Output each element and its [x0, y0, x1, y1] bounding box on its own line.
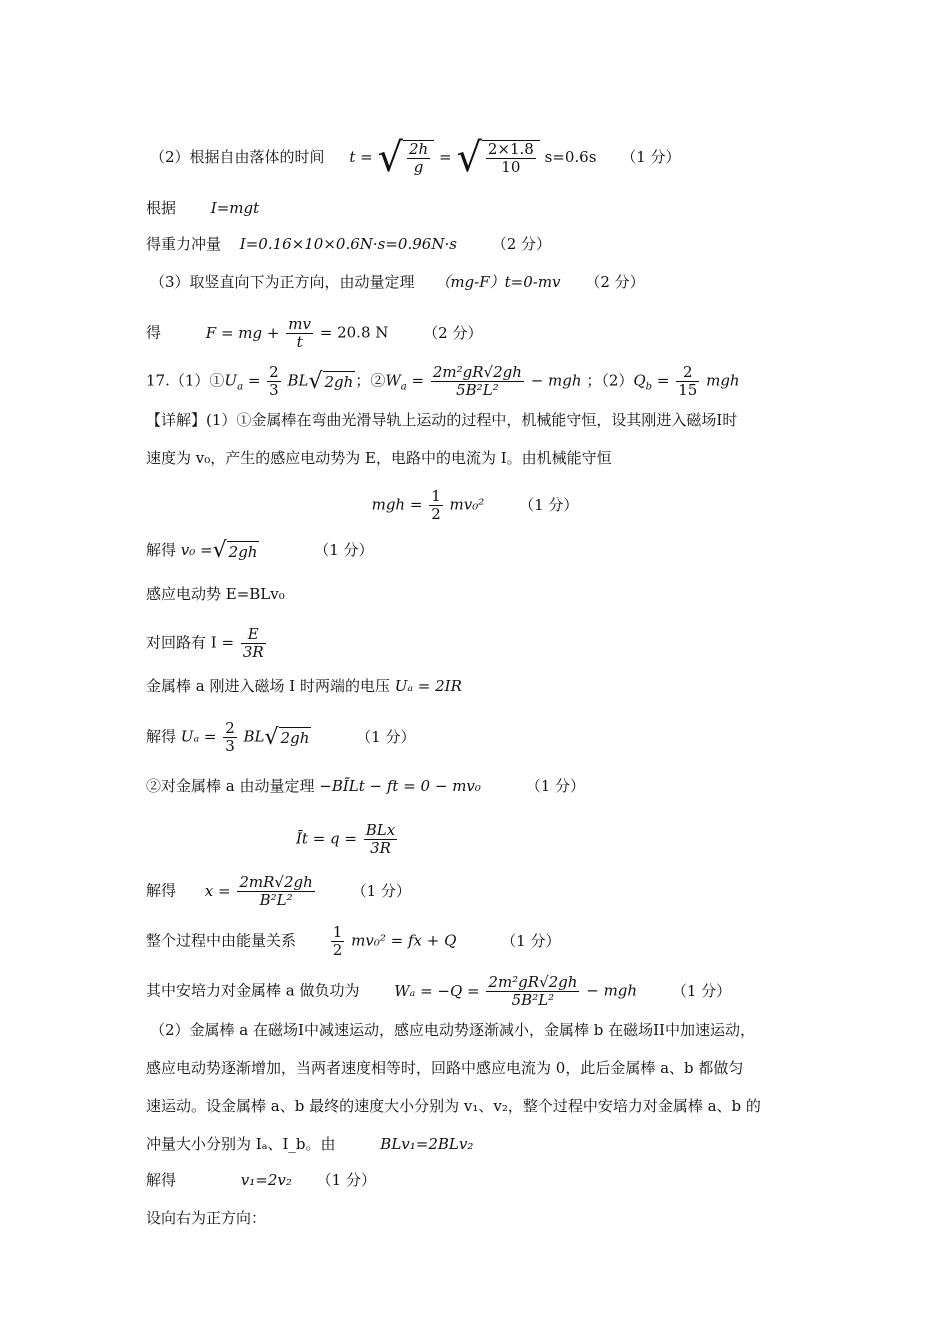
lhs: mgh = — [371, 495, 423, 514]
frac-num-2: 2×1.8 — [487, 140, 534, 158]
label: 得重力冲量 — [146, 235, 222, 253]
line-19 — [146, 974, 731, 1009]
frac-den: 3R — [242, 643, 264, 661]
lhs: Īt = q = — [296, 829, 357, 848]
score: （2 分） — [491, 235, 552, 253]
line-5 — [146, 316, 482, 351]
rest-2: mgh — [706, 371, 740, 390]
label: 整个过程中由能量关系 — [146, 931, 297, 950]
line-13 — [146, 676, 462, 696]
score: （1 分） — [671, 981, 732, 1000]
frac-num-2: 2m²gR√2gh — [432, 363, 522, 381]
formula: I=0.16×10×0.6N·s=0.96N·s — [239, 235, 457, 253]
frac-den: B²L² — [259, 891, 293, 909]
frac-den: 2 — [431, 505, 441, 523]
score: （2 分） — [423, 323, 483, 342]
rest: − mgh — [530, 371, 582, 390]
line-14: 解得 Uₐ = $\frac{2}{3}$ BL√ 2gh （1 分） — [146, 719, 416, 755]
line-9 — [0, 488, 950, 523]
sub-a-2: a — [400, 381, 407, 393]
frac-den: t — [296, 333, 303, 351]
frac-den-2: 10 — [501, 158, 521, 176]
label: 解得 — [146, 541, 177, 559]
frac-num: 1 — [332, 923, 343, 941]
label: 对回路有 I = — [146, 633, 235, 652]
prefix: 17.（1）① — [146, 371, 225, 390]
frac-den: 2 — [332, 941, 343, 959]
frac-den: 3 — [269, 381, 279, 399]
line-24 — [146, 1170, 376, 1190]
var-W: W — [385, 371, 401, 390]
radicand: 2gh — [280, 729, 310, 748]
lhs: F = mg + — [205, 323, 280, 342]
formula: （mg-F）t=0-mv — [435, 273, 561, 291]
rhs: mv₀² — [449, 495, 485, 514]
lhs: x = — [204, 881, 231, 900]
line-2 — [146, 198, 259, 218]
frac-num: BLx — [365, 821, 396, 839]
text: 金属棒 a 刚进入磁场 I 时两端的电压 — [146, 677, 390, 695]
frac-den: g — [413, 158, 424, 176]
line-20: （2）金属棒 a 在磁场I中减速运动，感应电动势逐渐减小，金属棒 b 在磁场II中加速运动， — [150, 1021, 755, 1039]
frac-num: 2m²gR√2gh — [488, 973, 578, 991]
frac-den: 5B²L² — [511, 991, 555, 1009]
BL: BL — [243, 727, 265, 746]
sqrt-numeric: √ $\frac{2\times 1.8}{10}$ — [456, 140, 539, 176]
line-10: 解得 v₀ =√ 2gh （1 分） — [146, 538, 374, 564]
label: 解得 — [146, 881, 177, 900]
var-Q: Q — [633, 371, 646, 390]
frac-num: 1 — [431, 487, 441, 505]
frac-num: 2 — [269, 363, 279, 381]
eq: = — [247, 371, 261, 390]
label: 解得 — [146, 1171, 177, 1189]
result: = 20.8 N — [319, 323, 389, 342]
BL: BL — [287, 371, 309, 390]
score: （1 分） — [621, 148, 681, 166]
frac-num: 2 — [225, 719, 235, 737]
line-1-prefix: （2）根据自由落体的时间 — [150, 148, 325, 166]
score: （1 分） — [519, 495, 579, 514]
frac-num-3: 2 — [676, 364, 699, 382]
frac-num: 2mR√2gh — [239, 873, 313, 891]
frac-den: 3R — [370, 839, 391, 857]
frac-den-2: 5B²L² — [456, 381, 499, 399]
eq-sign: = — [360, 148, 373, 166]
radicand: 2gh — [228, 542, 258, 561]
formula: BLv₁=2BLv₂ — [380, 1135, 474, 1153]
line-23 — [146, 1134, 473, 1154]
text: 冲量大小分别为 Iₐ、I_b。由 — [146, 1135, 336, 1153]
radicand: 2gh — [324, 373, 354, 392]
sep-2: ；（2） — [586, 371, 634, 390]
label: 其中安培力对金属棒 a 做负功为 — [146, 981, 360, 1000]
line-4 — [150, 272, 645, 292]
line-11: 感应电动势 E=BLv₀ — [146, 585, 285, 603]
line-16 — [296, 822, 399, 857]
score: （2 分） — [585, 273, 645, 291]
line-1: （2）根据自由落体的时间 t = √ $\frac{2h}{g}$ = √ $\frac{2\times 1.8}{10}$ s=0.6s （1 分） — [150, 135, 681, 181]
rest: − mgh — [586, 981, 638, 1000]
sep: ；② — [355, 371, 386, 390]
lhs: Wₐ = −Q = — [394, 981, 480, 1000]
line-8: 速度为 v₀，产生的感应电动势为 E，电路中的电流为 I。由机械能守恒 — [146, 449, 612, 467]
formula: I=mgt — [210, 199, 260, 217]
line-12 — [146, 626, 268, 661]
lhs: Uₐ = — [180, 727, 217, 746]
sub-b: b — [645, 381, 653, 393]
score: （1 分） — [501, 931, 561, 950]
sqrt-2h-over-g: √ $\frac{2h}{g}$ — [378, 140, 435, 176]
line-6: $17.(1)①U_a$ = $\frac{2}{3}$ BL√ 2gh ；$②W_a$ = $\frac{\text{2m²gR√2gh}}{\text{5B²L²}}$ − mgh ；$(2)Q_b$ = $\frac{2}{15}$ mgh — [146, 363, 740, 399]
label: 得 — [146, 323, 162, 342]
label: 根据 — [146, 199, 177, 217]
score: （1 分） — [525, 777, 586, 795]
frac-num: 2h — [409, 140, 429, 158]
line-17 — [146, 874, 411, 909]
formula: −BĪLt − ft = 0 − mv₀ — [319, 777, 481, 795]
text: ②对金属棒 a 由动量定理 — [146, 777, 315, 795]
line-22: 速运动。设金属棒 a、b 最终的速度大小分别为 v₁、v₂，整个过程中安培力对金属棒 a、b 的 — [146, 1097, 761, 1115]
result: s=0.6s — [544, 148, 597, 166]
frac-num: mv — [288, 315, 311, 333]
lhs: v₀ = — [180, 541, 213, 559]
label: 解得 — [146, 727, 177, 746]
score: （1 分） — [351, 881, 411, 900]
sub-a: a — [237, 381, 244, 393]
formula: v₁=2v₂ — [240, 1171, 292, 1189]
line-18 — [146, 924, 560, 959]
rhs: mv₀² = fx + Q — [351, 931, 457, 950]
line-15 — [146, 776, 585, 796]
line-25: 设向右为正方向： — [146, 1209, 267, 1227]
frac-den-3: 15 — [678, 381, 698, 399]
frac-den: 3 — [225, 737, 235, 755]
score: （1 分） — [316, 1171, 376, 1189]
score: （1 分） — [314, 541, 374, 559]
formula: Uₐ = 2IR — [394, 677, 462, 695]
line-7: 【详解】(1）①金属棒在弯曲光滑导轨上运动的过程中，机械能守恒，设其刚进入磁场I时 — [146, 411, 738, 429]
frac-num: E — [241, 626, 266, 644]
score: （1 分） — [356, 727, 416, 746]
var-U: U — [224, 371, 238, 390]
var-t: t — [349, 148, 356, 166]
text: （3）取竖直向下为正方向，由动量定理 — [150, 273, 415, 291]
line-21: 感应电动势逐渐增加，当两者速度相等时，回路中感应电流为 0，此后金属棒 a、b 都做匀 — [146, 1059, 744, 1077]
line-3 — [146, 234, 551, 254]
